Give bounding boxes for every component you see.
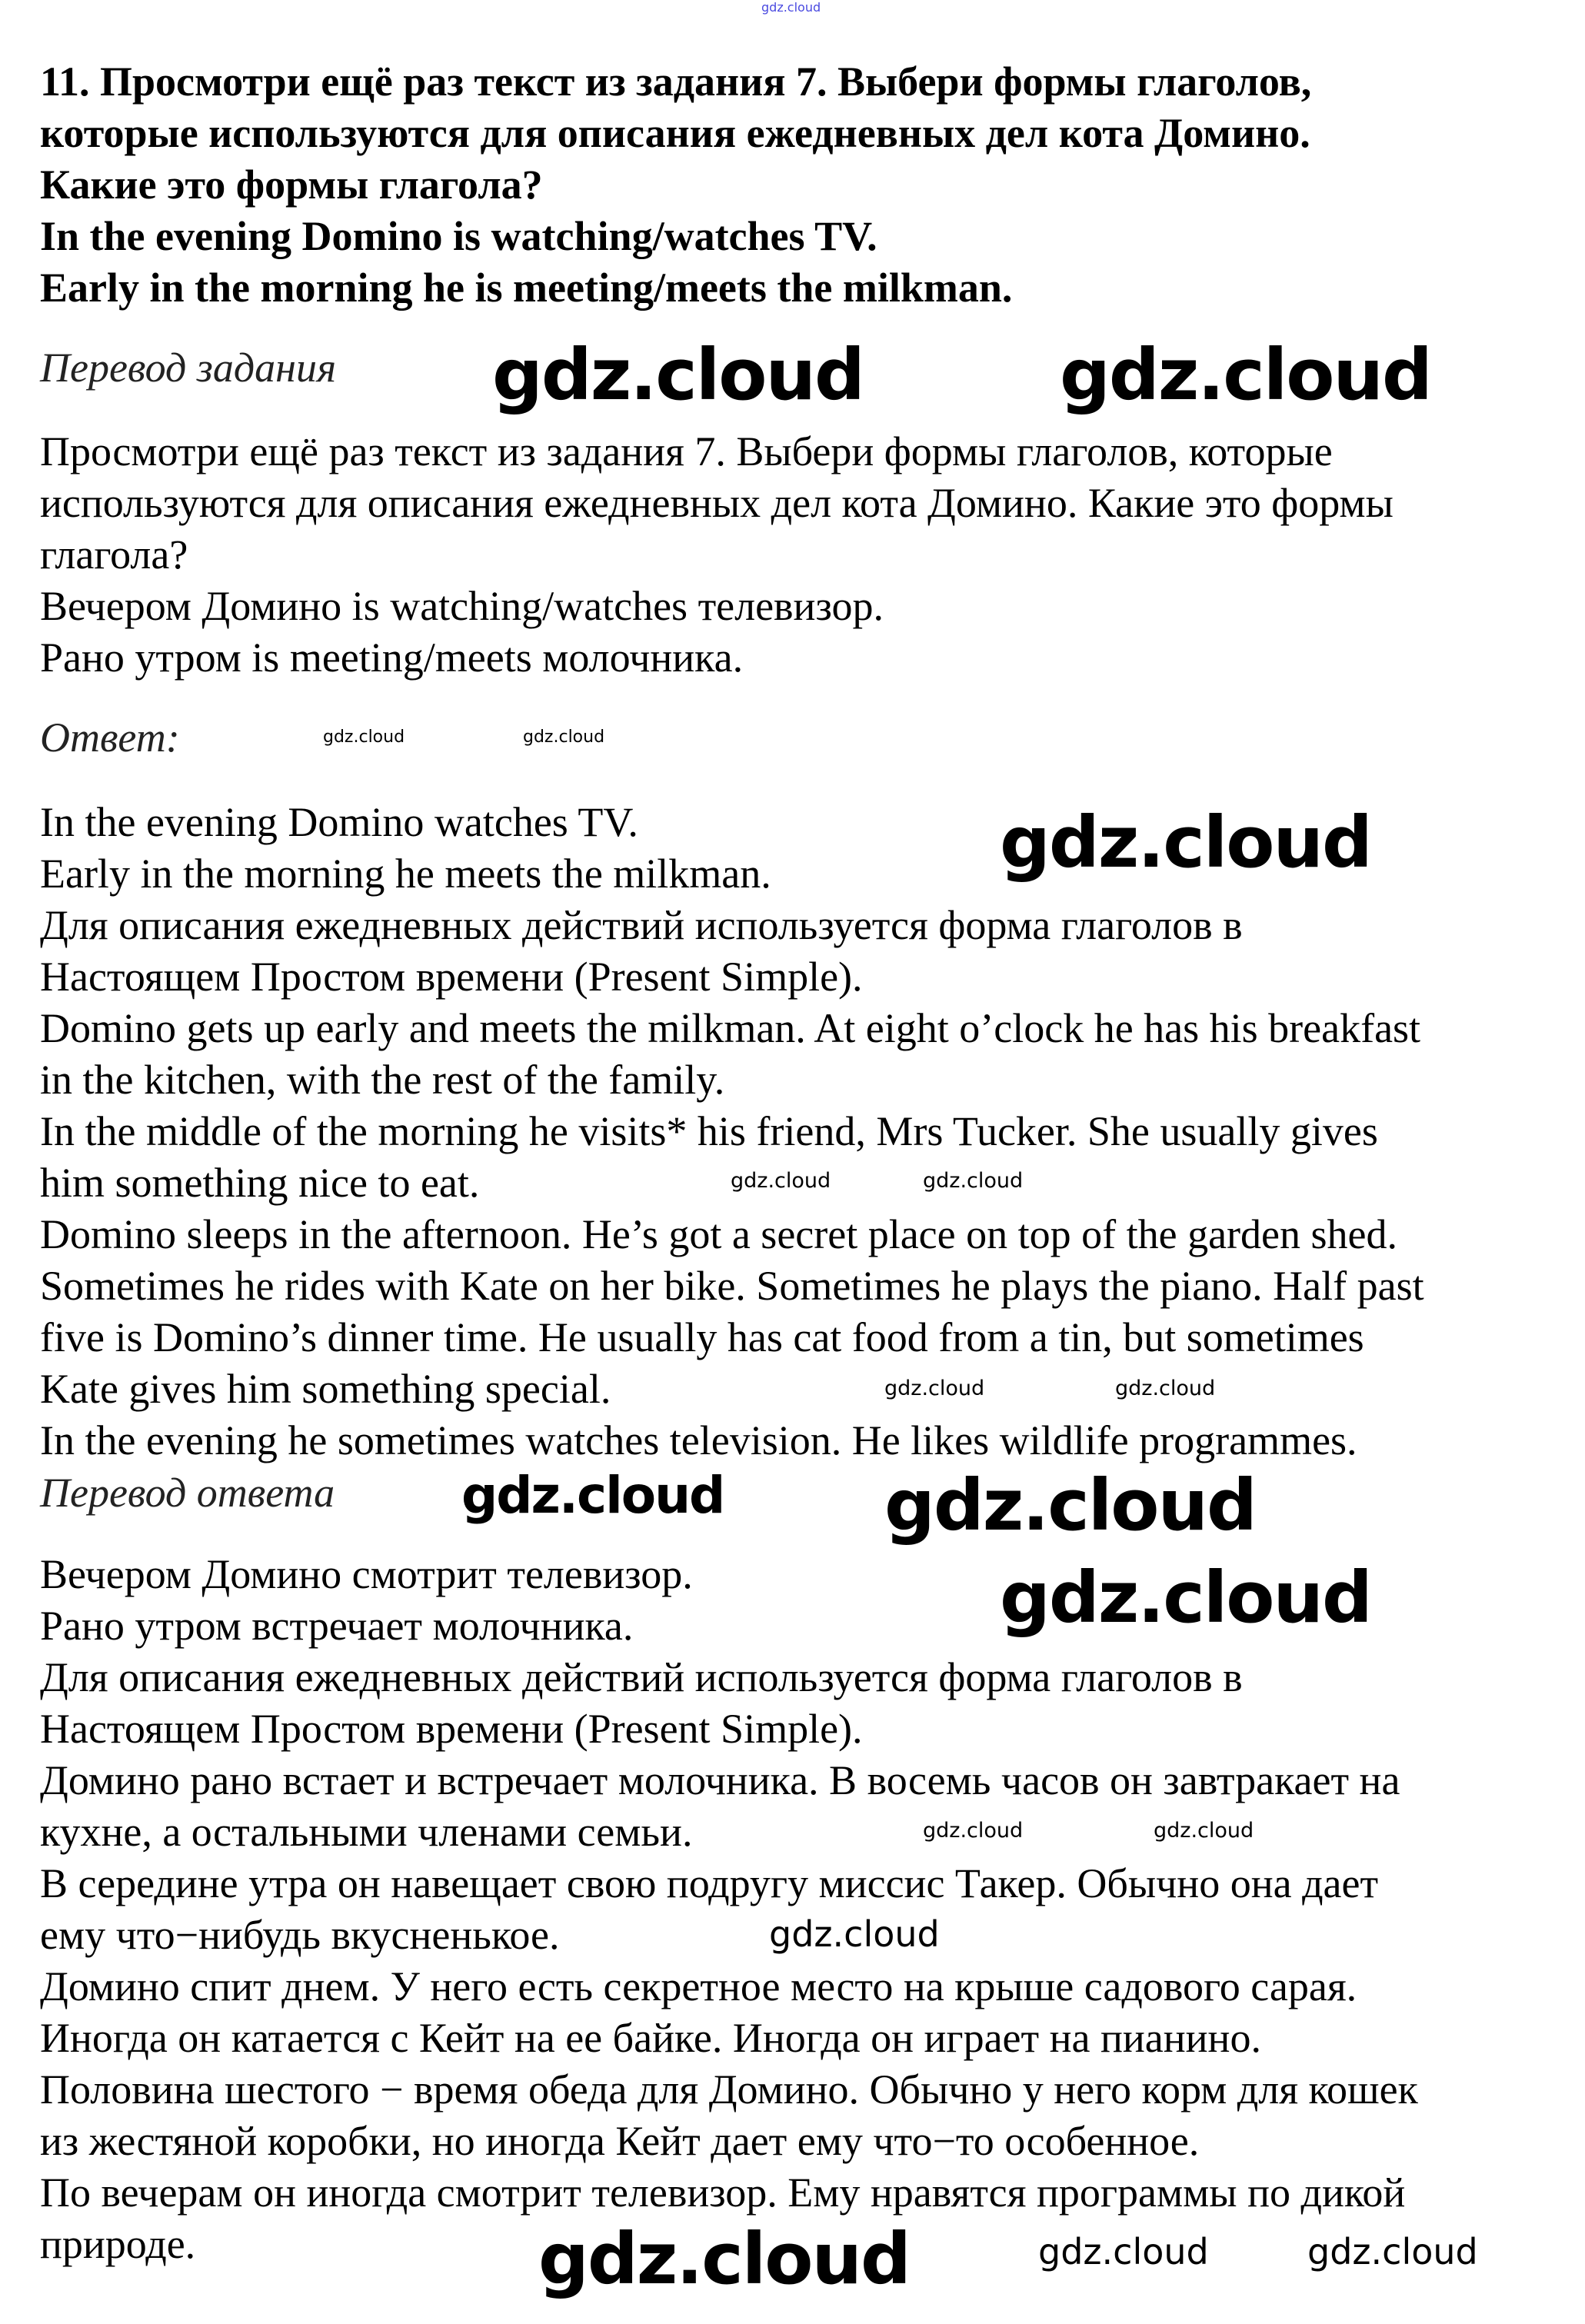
- text-line: Половина шестого − время обеда для Домино. Обычно у него корм для кошек: [40, 2066, 1418, 2113]
- answer-translation-heading: Перевод ответа: [40, 1470, 335, 1516]
- text-line: из жестяной коробки, но иногда Кейт дает ему что−то особенное.: [40, 2118, 1200, 2164]
- text-line: В середине утра он навещает свою подругу миссис Такер. Обычно она дает: [40, 1860, 1379, 1906]
- text-line: Настоящем Простом времени (Present Simple).: [40, 1706, 863, 1752]
- answer-translation-text: [40, 1549, 1418, 2270]
- text-line: Sometimes he rides with Kate on her bike. Sometimes he plays the piano. Half past: [40, 1263, 1424, 1309]
- text-line: Для описания ежедневных действий используется форма глаголов в: [40, 902, 1243, 948]
- task-translation-heading: Перевод задания: [40, 345, 337, 391]
- task-line: Какие это формы глагола?: [40, 161, 543, 208]
- watermark: gdz.cloud: [923, 1169, 1024, 1193]
- text-line: природе.: [40, 2221, 196, 2267]
- text-line: In the middle of the morning he visits* his friend, Mrs Tucker. She usually gives: [40, 1108, 1378, 1154]
- watermark: gdz.cloud: [492, 334, 864, 416]
- answer-text: [40, 797, 1424, 1467]
- watermark-top: gdz.cloud: [761, 0, 821, 15]
- text-line: Вечером Домино смотрит телевизор.: [40, 1551, 693, 1597]
- text-line: Рано утром is meeting/meets молочника.: [40, 634, 744, 681]
- task-line: которые используются для описания ежедневных дел кота Домино.: [40, 110, 1310, 156]
- text-line: Рано утром встречает молочника.: [40, 1603, 634, 1649]
- text-line: Иногда он катается с Кейт на ее байке. Иногда он играет на пианино.: [40, 2015, 1261, 2061]
- watermark: gdz.cloud: [884, 1464, 1256, 1547]
- watermark: gdz.cloud: [323, 727, 405, 747]
- watermark: gdz.cloud: [1307, 2231, 1478, 2272]
- task-text: [40, 56, 1311, 314]
- watermark: gdz.cloud: [923, 1819, 1024, 1843]
- text-line: Для описания ежедневных действий используется форма глаголов в: [40, 1654, 1243, 1700]
- watermark: gdz.cloud: [731, 1169, 831, 1193]
- text-line: Early in the morning he meets the milkman.: [40, 851, 771, 897]
- text-line: Просмотри ещё раз текст из задания 7. Выбери формы глаголов, которые: [40, 428, 1333, 474]
- text-line: Kate gives him something special.: [40, 1366, 611, 1412]
- text-line: in the kitchen, with the rest of the family.: [40, 1057, 725, 1103]
- text-line: In the evening he sometimes watches television. He likes wildlife programmes.: [40, 1417, 1357, 1463]
- watermark: gdz.cloud: [1154, 1819, 1254, 1843]
- watermark: gdz.cloud: [461, 1466, 724, 1525]
- text-line: Domino gets up early and meets the milkman. At eight o’clock he has his breakfast: [40, 1005, 1421, 1051]
- text-line: Домино рано встает и встречает молочника. В восемь часов он завтракает на: [40, 1757, 1400, 1803]
- text-line: In the evening Domino watches TV.: [40, 799, 638, 845]
- answer-heading: Ответ:: [40, 714, 180, 761]
- text-line: кухне, а остальными членами семьи.: [40, 1809, 693, 1855]
- watermark: gdz.cloud: [884, 1377, 985, 1400]
- text-line: him something nice to eat.: [40, 1160, 480, 1206]
- task-line: Early in the morning he is meeting/meets the milkman.: [40, 265, 1013, 311]
- task-translation-text: [40, 426, 1394, 684]
- watermark: gdz.cloud: [538, 2218, 910, 2300]
- text-line: Домино спит днем. У него есть секретное место на крыше садового сарая.: [40, 1963, 1357, 2009]
- watermark: gdz.cloud: [1115, 1377, 1216, 1400]
- watermark: gdz.cloud: [1000, 801, 1371, 884]
- watermark: gdz.cloud: [1000, 1557, 1371, 1639]
- text-line: используются для описания ежедневных дел кота Домино. Какие это формы: [40, 480, 1394, 526]
- text-line: глагола?: [40, 531, 188, 578]
- text-line: По вечерам он иногда смотрит телевизор. Ему нравятся программы по дикой: [40, 2169, 1406, 2216]
- text-line: ему что−нибудь вкусненькое.: [40, 1912, 560, 1958]
- task-line: In the evening Domino is watching/watches TV.: [40, 213, 877, 259]
- text-line: Domino sleeps in the afternoon. He’s got a secret place on top of the garden shed.: [40, 1211, 1397, 1257]
- text-line: Вечером Домино is watching/watches телевизор.: [40, 583, 884, 629]
- task-line: 11. Просмотри ещё раз текст из задания 7. Выбери формы глаголов,: [40, 58, 1312, 105]
- text-line: Настоящем Простом времени (Present Simple).: [40, 954, 863, 1000]
- watermark: gdz.cloud: [1038, 2231, 1209, 2272]
- watermark: gdz.cloud: [769, 1913, 940, 1955]
- watermark: gdz.cloud: [1060, 334, 1431, 416]
- text-line: five is Domino’s dinner time. He usually has cat food from a tin, but sometimes: [40, 1314, 1364, 1360]
- watermark: gdz.cloud: [523, 727, 605, 747]
